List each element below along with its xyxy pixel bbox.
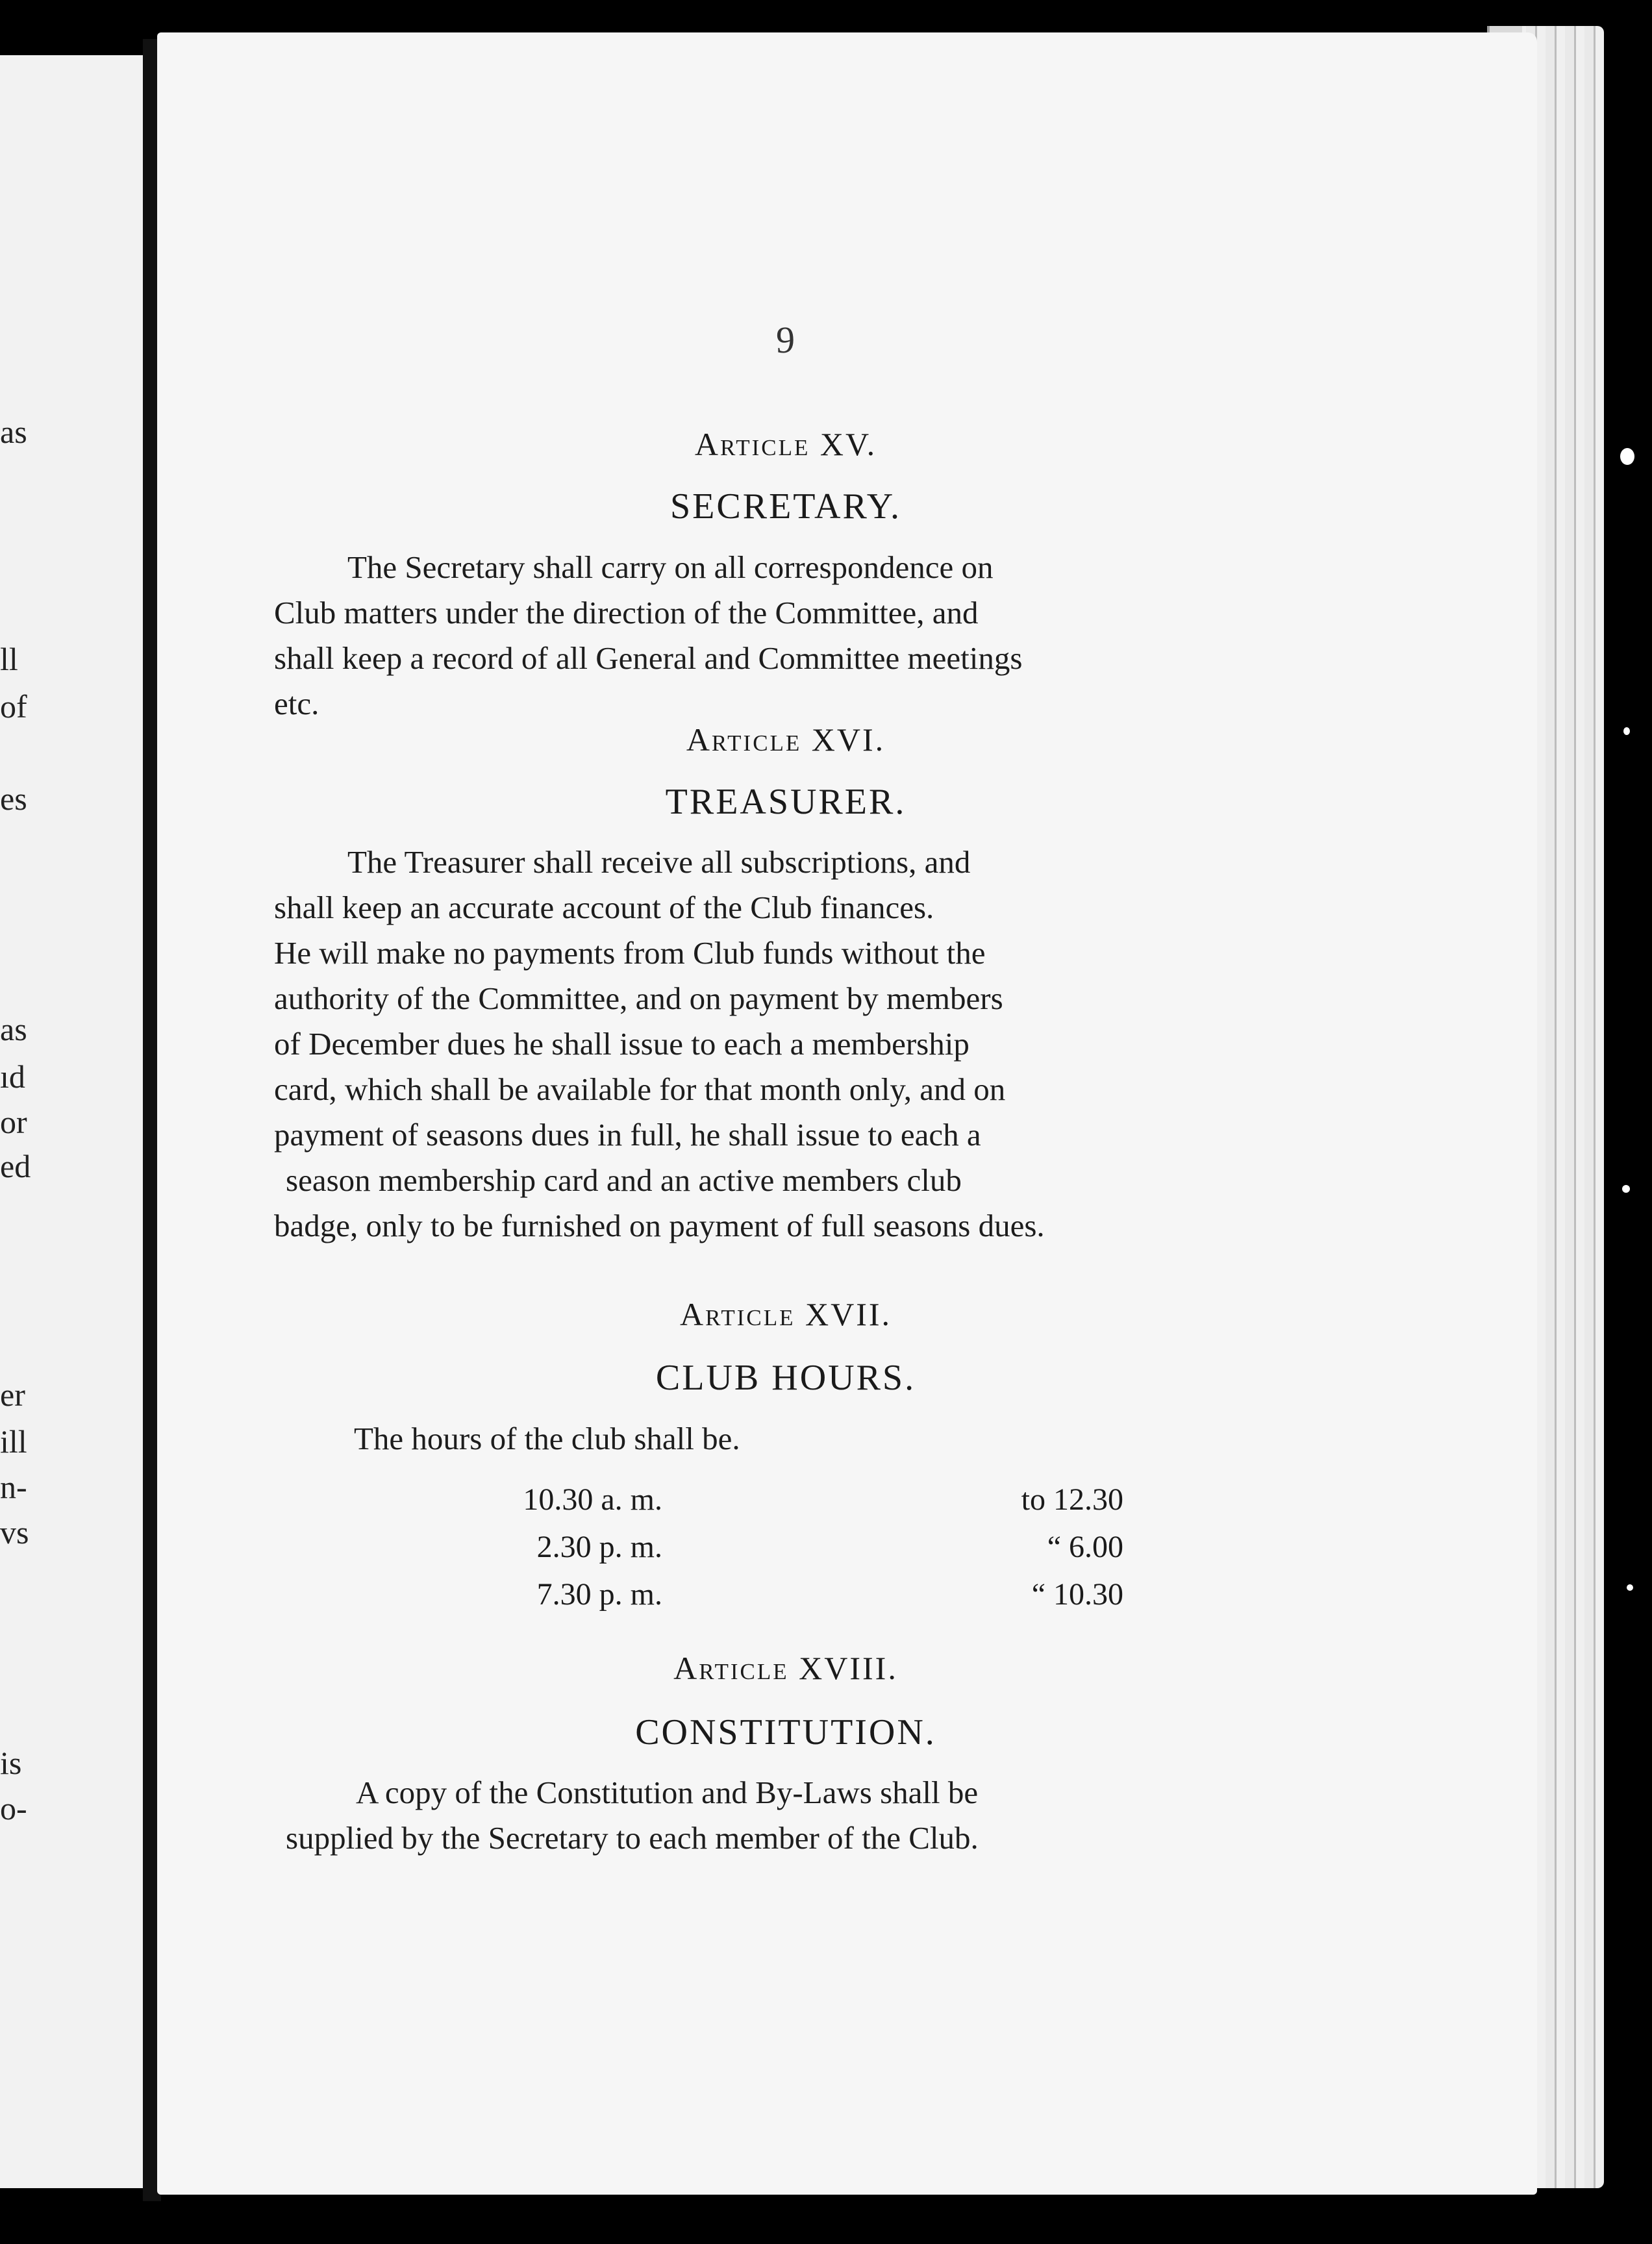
hours-start: 7.30 p. m. <box>536 1577 662 1612</box>
facing-page-fragment: of <box>0 688 27 725</box>
facing-page-left <box>0 55 147 2188</box>
hours-intro: The hours of the club shall be. <box>354 1421 740 1456</box>
facing-page-fragment: vs <box>0 1514 29 1551</box>
article-title: CLUB HOURS. <box>655 1358 916 1398</box>
paragraph-line: The Secretary shall carry on all correspondence on <box>347 549 994 585</box>
article-title: CONSTITUTION. <box>635 1712 936 1752</box>
hours-start: 2.30 p. m. <box>536 1530 662 1564</box>
paragraph-line: authority of the Committee, and on payment by members <box>274 980 1003 1016</box>
facing-page-fragment: ll <box>0 641 18 677</box>
scan-speck <box>1620 448 1634 465</box>
hours-start: 10.30 a. m. <box>523 1482 662 1517</box>
paragraph-line: season membership card and an active members club <box>286 1162 962 1198</box>
article-number: Article XVI. <box>686 721 886 758</box>
paragraph-line: supplied by the Secretary to each member of the Club. <box>286 1820 979 1856</box>
facing-page-fragment: es <box>0 780 27 817</box>
facing-page-fragment: as <box>0 1011 27 1047</box>
paragraph-line: He will make no payments from Club funds without the <box>274 935 986 971</box>
article-title: SECRETARY. <box>670 486 901 527</box>
paragraph-line: Club matters under the direction of the Committee, and <box>274 595 979 630</box>
facing-page-fragment: o- <box>0 1790 27 1826</box>
paragraph-line: badge, only to be furnished on payment of full seasons dues. <box>274 1208 1045 1243</box>
paragraph-line: payment of seasons dues in full, he shall issue to each a <box>274 1117 981 1153</box>
paragraph-line: The Treasurer shall receive all subscriptions, and <box>347 844 971 880</box>
paragraph-line: shall keep a record of all General and Committee meetings <box>274 640 1023 676</box>
article-number: Article XV. <box>694 426 877 462</box>
facing-page-fragment: ıd <box>0 1058 25 1095</box>
paragraph-line: card, which shall be available for that month only, and on <box>274 1071 1006 1107</box>
hours-end: “ 10.30 <box>1031 1577 1123 1612</box>
facing-page-fragment: is <box>0 1745 22 1781</box>
facing-page-fragment: or <box>0 1104 27 1140</box>
scan-speck <box>1622 1185 1630 1193</box>
facing-page-fragment: as <box>0 414 27 450</box>
facing-page-fragment: er <box>0 1377 25 1413</box>
article-number: Article XVII. <box>679 1296 892 1332</box>
page-number: 9 <box>776 319 795 361</box>
article-title: TREASURER. <box>665 782 907 822</box>
scan-speck <box>1623 727 1630 735</box>
paragraph-line: etc. <box>274 686 319 721</box>
hours-end: to 12.30 <box>1021 1482 1123 1517</box>
paragraph-line: of December dues he shall issue to each a membership <box>274 1026 970 1062</box>
facing-page-fragment: ed <box>0 1148 31 1184</box>
article-number: Article XVIII. <box>673 1650 898 1686</box>
paragraph-line: A copy of the Constitution and By-Laws shall be <box>356 1775 979 1810</box>
paragraph-line: shall keep an accurate account of the Club finances. <box>274 890 934 925</box>
facing-page-fragment: n- <box>0 1469 27 1505</box>
scan-speck <box>1627 1584 1633 1591</box>
facing-page-fragment: ill <box>0 1423 27 1460</box>
hours-end: “ 6.00 <box>1047 1530 1123 1564</box>
